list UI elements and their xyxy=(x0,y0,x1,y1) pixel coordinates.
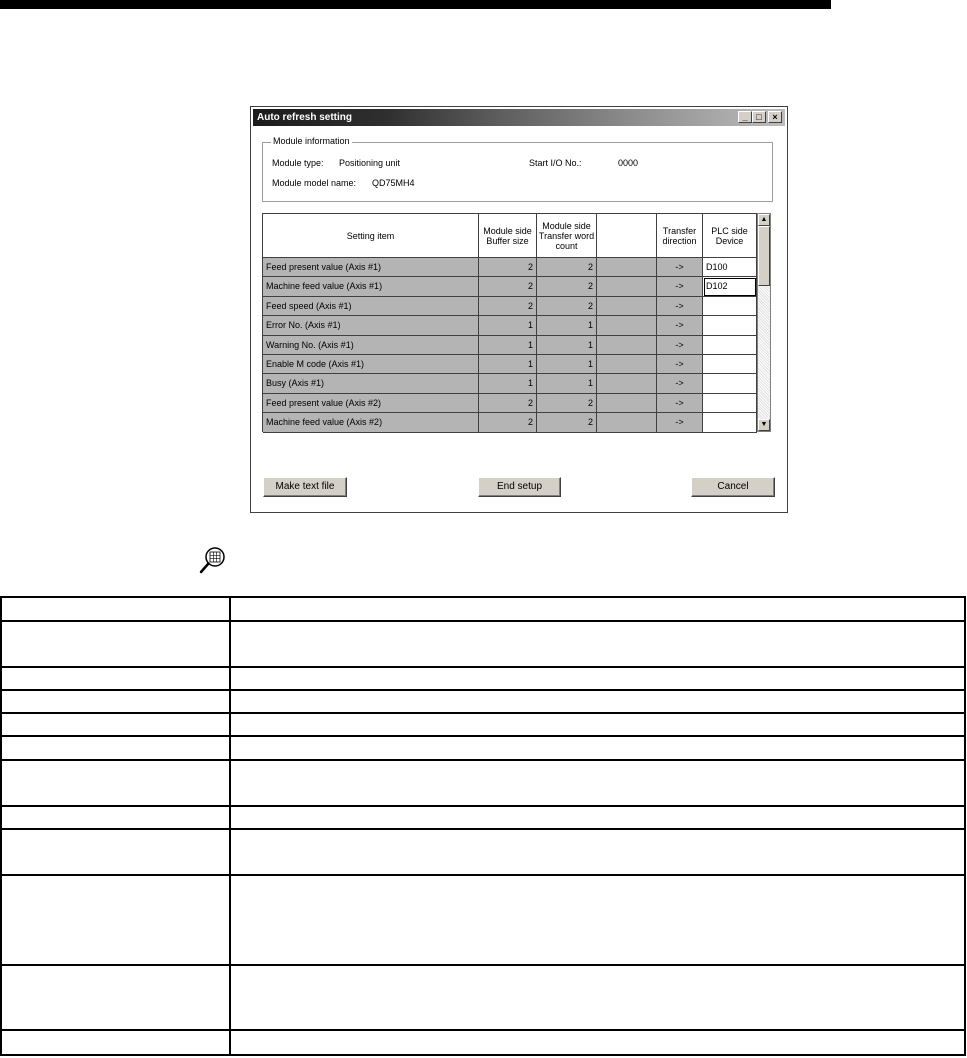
grid-cell: 2 xyxy=(537,258,597,277)
minimize-button[interactable]: _ xyxy=(738,111,752,123)
grid-header-cell: Transfer direction xyxy=(657,214,703,258)
end-setup-button[interactable]: End setup xyxy=(478,477,561,497)
scroll-down-button[interactable]: ▼ xyxy=(758,419,770,431)
column-divider xyxy=(229,966,231,1029)
grid-cell xyxy=(597,277,657,296)
plc-device-input[interactable] xyxy=(703,336,757,355)
grid-cell: Error No. (Axis #1) xyxy=(263,316,479,335)
column-divider xyxy=(229,761,231,805)
grid-cell: -> xyxy=(657,258,703,277)
grid-cell xyxy=(597,413,657,432)
scroll-up-button[interactable]: ▲ xyxy=(758,214,770,226)
column-divider xyxy=(229,691,231,712)
grid-header-cell: Module side Buffer size xyxy=(479,214,537,258)
start-io-label: Start I/O No.: xyxy=(529,158,582,168)
column-divider xyxy=(229,1031,231,1054)
explanation-row xyxy=(2,598,964,622)
grid-cell: Busy (Axis #1) xyxy=(263,374,479,393)
dialog-titlebar xyxy=(253,109,785,126)
grid-header-cell: Setting item xyxy=(263,214,479,258)
grid-cell: Feed speed (Axis #1) xyxy=(263,297,479,316)
grid-header-cell: Module side Transfer word count xyxy=(537,214,597,258)
model-name-value: QD75MH4 xyxy=(372,178,415,188)
grid-cell: -> xyxy=(657,355,703,374)
module-information-group xyxy=(262,136,773,202)
grid-cell: 2 xyxy=(537,297,597,316)
grid-cell: -> xyxy=(657,394,703,413)
explanation-table xyxy=(0,596,966,1056)
column-divider xyxy=(229,622,231,666)
grid-cell: 1 xyxy=(479,336,537,355)
grid-cell: 1 xyxy=(537,316,597,335)
grid-cell: 2 xyxy=(479,258,537,277)
dialog-title: Auto refresh setting xyxy=(257,112,353,123)
grid-header-cell xyxy=(597,214,657,258)
grid-header-cell: PLC side Device xyxy=(703,214,757,258)
grid-cell: 2 xyxy=(537,413,597,432)
plc-device-input[interactable] xyxy=(703,374,757,393)
grid-cell: Warning No. (Axis #1) xyxy=(263,336,479,355)
grid-cell xyxy=(597,297,657,316)
grid-cell xyxy=(597,258,657,277)
grid-cell: Enable M code (Axis #1) xyxy=(263,355,479,374)
plc-device-input[interactable] xyxy=(703,355,757,374)
grid-cell: 2 xyxy=(537,394,597,413)
grid-cell xyxy=(597,336,657,355)
column-divider xyxy=(229,714,231,735)
grid-cell: -> xyxy=(657,316,703,335)
explanation-row xyxy=(2,966,964,1031)
grid-cell: 1 xyxy=(479,374,537,393)
grid-cell xyxy=(597,316,657,335)
grid-cell: 2 xyxy=(479,297,537,316)
plc-device-input[interactable] xyxy=(703,316,757,335)
magnifier-icon xyxy=(190,545,230,577)
grid-cell: -> xyxy=(657,374,703,393)
grid-cell: 2 xyxy=(479,413,537,432)
explanation-row xyxy=(2,1031,964,1054)
cancel-button[interactable]: Cancel xyxy=(691,477,775,497)
scroll-thumb[interactable] xyxy=(758,226,770,286)
plc-device-input[interactable] xyxy=(703,394,757,413)
column-divider xyxy=(229,807,231,828)
grid-cell: Machine feed value (Axis #1) xyxy=(263,277,479,296)
model-name-label: Module model name: xyxy=(272,178,357,188)
explanation-row xyxy=(2,807,964,830)
grid-cell: 2 xyxy=(479,277,537,296)
auto-refresh-dialog xyxy=(250,106,788,513)
explanation-row xyxy=(2,876,964,966)
explanation-row xyxy=(2,691,964,714)
auto-refresh-grid xyxy=(262,213,757,432)
start-io-value: 0000 xyxy=(618,158,639,168)
module-information-legend: Module information xyxy=(273,136,350,146)
grid-cell: 1 xyxy=(537,374,597,393)
grid-cell: Machine feed value (Axis #2) xyxy=(263,413,479,432)
grid-cell: 2 xyxy=(479,394,537,413)
explanation-row xyxy=(2,714,964,737)
plc-device-input[interactable]: D102 xyxy=(703,277,757,296)
plc-device-input[interactable] xyxy=(703,297,757,316)
plc-device-input[interactable] xyxy=(703,413,757,432)
explanation-row xyxy=(2,668,964,691)
maximize-button[interactable]: □ xyxy=(752,111,766,123)
grid-cell: 1 xyxy=(479,316,537,335)
grid-cell: -> xyxy=(657,277,703,296)
grid-cell: Feed present value (Axis #2) xyxy=(263,394,479,413)
column-divider xyxy=(229,876,231,964)
grid-cell: -> xyxy=(657,413,703,432)
column-divider xyxy=(229,830,231,874)
grid-cell xyxy=(597,374,657,393)
grid-cell: 2 xyxy=(537,277,597,296)
make-text-file-button[interactable]: Make text file xyxy=(263,477,347,497)
page-top-rule xyxy=(0,0,831,9)
module-type-label: Module type: xyxy=(272,158,324,168)
close-button[interactable]: × xyxy=(768,111,782,123)
explanation-row xyxy=(2,622,964,668)
explanation-row xyxy=(2,761,964,807)
grid-cell: 1 xyxy=(537,355,597,374)
grid-cell: Feed present value (Axis #1) xyxy=(263,258,479,277)
explanation-row xyxy=(2,830,964,876)
explanation-row xyxy=(2,737,964,761)
plc-device-input[interactable]: D100 xyxy=(703,258,757,277)
grid-cell: 1 xyxy=(479,355,537,374)
grid-cell: -> xyxy=(657,336,703,355)
module-type-value: Positioning unit xyxy=(339,158,401,168)
column-divider xyxy=(229,598,231,620)
grid-scrollbar[interactable] xyxy=(757,213,771,432)
grid-cell xyxy=(597,355,657,374)
grid-cell xyxy=(597,394,657,413)
column-divider xyxy=(229,737,231,759)
grid-cell: -> xyxy=(657,297,703,316)
column-divider xyxy=(229,668,231,689)
grid-cell: 1 xyxy=(537,336,597,355)
